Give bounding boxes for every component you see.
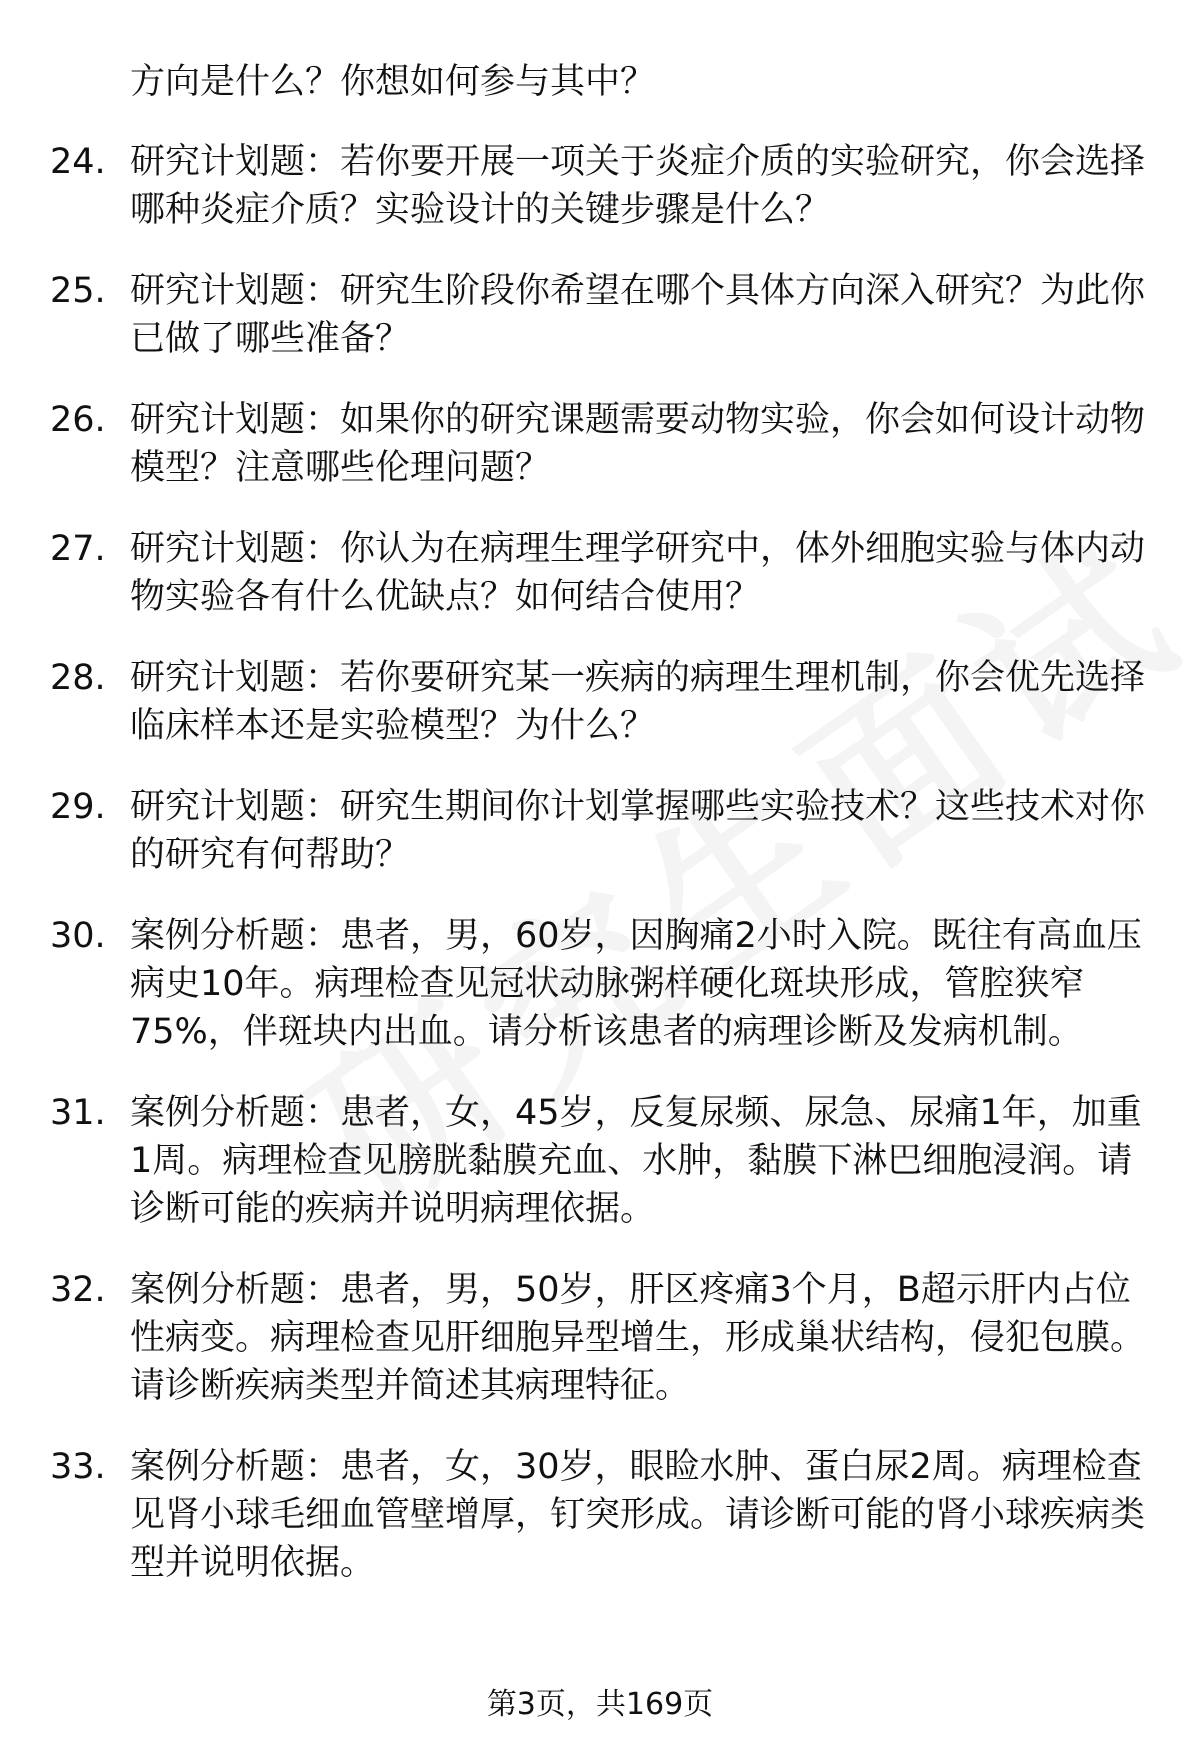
page-footer: 第3页，共169页 bbox=[486, 1687, 714, 1722]
question-number: 24. bbox=[50, 142, 106, 182]
question-text: 案例分析题：患者，女，45岁，反复尿频、尿急、尿痛1年，加重1周。病理检查见膀胱黏膜充血、水肿，黏膜下淋巴细胞浸润。请诊断可能的疾病并说明病理依据。 bbox=[130, 1093, 1142, 1229]
question-text: 研究计划题：你认为在病理生理学研究中，体外细胞实验与体内动物实验各有什么优缺点？如何结合使用？ bbox=[130, 529, 1146, 617]
question-item bbox=[50, 783, 1160, 879]
question-item bbox=[50, 1266, 1160, 1410]
question-number: 27. bbox=[50, 529, 106, 569]
question-text: 研究计划题：如果你的研究课题需要动物实验，你会如何设计动物模型？注意哪些伦理问题？ bbox=[130, 400, 1146, 488]
question-item bbox=[50, 1089, 1160, 1233]
question-text: 案例分析题：患者，男，50岁，肝区疼痛3个月，B超示肝内占位性病变。病理检查见肝细胞异型增生，形成巢状结构，侵犯包膜。请诊断疾病类型并简述其病理特征。 bbox=[130, 1270, 1146, 1406]
question-item bbox=[50, 654, 1160, 750]
question-text: 研究计划题：研究生期间你计划掌握哪些实验技术？这些技术对你的研究有何帮助？ bbox=[130, 787, 1146, 875]
question-item bbox=[50, 1443, 1160, 1587]
question-item bbox=[50, 267, 1160, 363]
question-item bbox=[50, 396, 1160, 492]
question-number: 29. bbox=[50, 787, 106, 827]
question-number: 26. bbox=[50, 400, 106, 440]
question-item bbox=[50, 525, 1160, 621]
question-number: 31. bbox=[50, 1093, 106, 1133]
question-text: 案例分析题：患者，男，60岁，因胸痛2小时入院。既往有高血压病史10年。病理检查见冠状动脉粥样硬化斑块形成，管腔狭窄75%，伴斑块内出血。请分析该患者的病理诊断及发病机制。 bbox=[130, 916, 1142, 1052]
question-item bbox=[50, 912, 1160, 1056]
question-text: 研究计划题：若你要开展一项关于炎症介质的实验研究，你会选择哪种炎症介质？实验设计的关键步骤是什么？ bbox=[130, 142, 1146, 230]
question-item bbox=[50, 138, 1160, 234]
question-number: 32. bbox=[50, 1270, 106, 1310]
question-number: 28. bbox=[50, 658, 106, 698]
question-list bbox=[50, 138, 1160, 1620]
question-number: 25. bbox=[50, 271, 106, 311]
question-number: 33. bbox=[50, 1447, 106, 1487]
question-text: 研究计划题：若你要研究某一疾病的病理生理机制，你会优先选择临床样本还是实验模型？为什么？ bbox=[130, 658, 1146, 746]
question-number: 30. bbox=[50, 916, 106, 956]
continuation-text: 方向是什么？你想如何参与其中？ bbox=[130, 62, 656, 102]
question-text: 案例分析题：患者，女，30岁，眼睑水肿、蛋白尿2周。病理检查见肾小球毛细血管壁增厚，钉突形成。请诊断可能的肾小球疾病类型并说明依据。 bbox=[130, 1447, 1146, 1583]
question-text: 研究计划题：研究生阶段你希望在哪个具体方向深入研究？为此你已做了哪些准备？ bbox=[130, 271, 1146, 359]
